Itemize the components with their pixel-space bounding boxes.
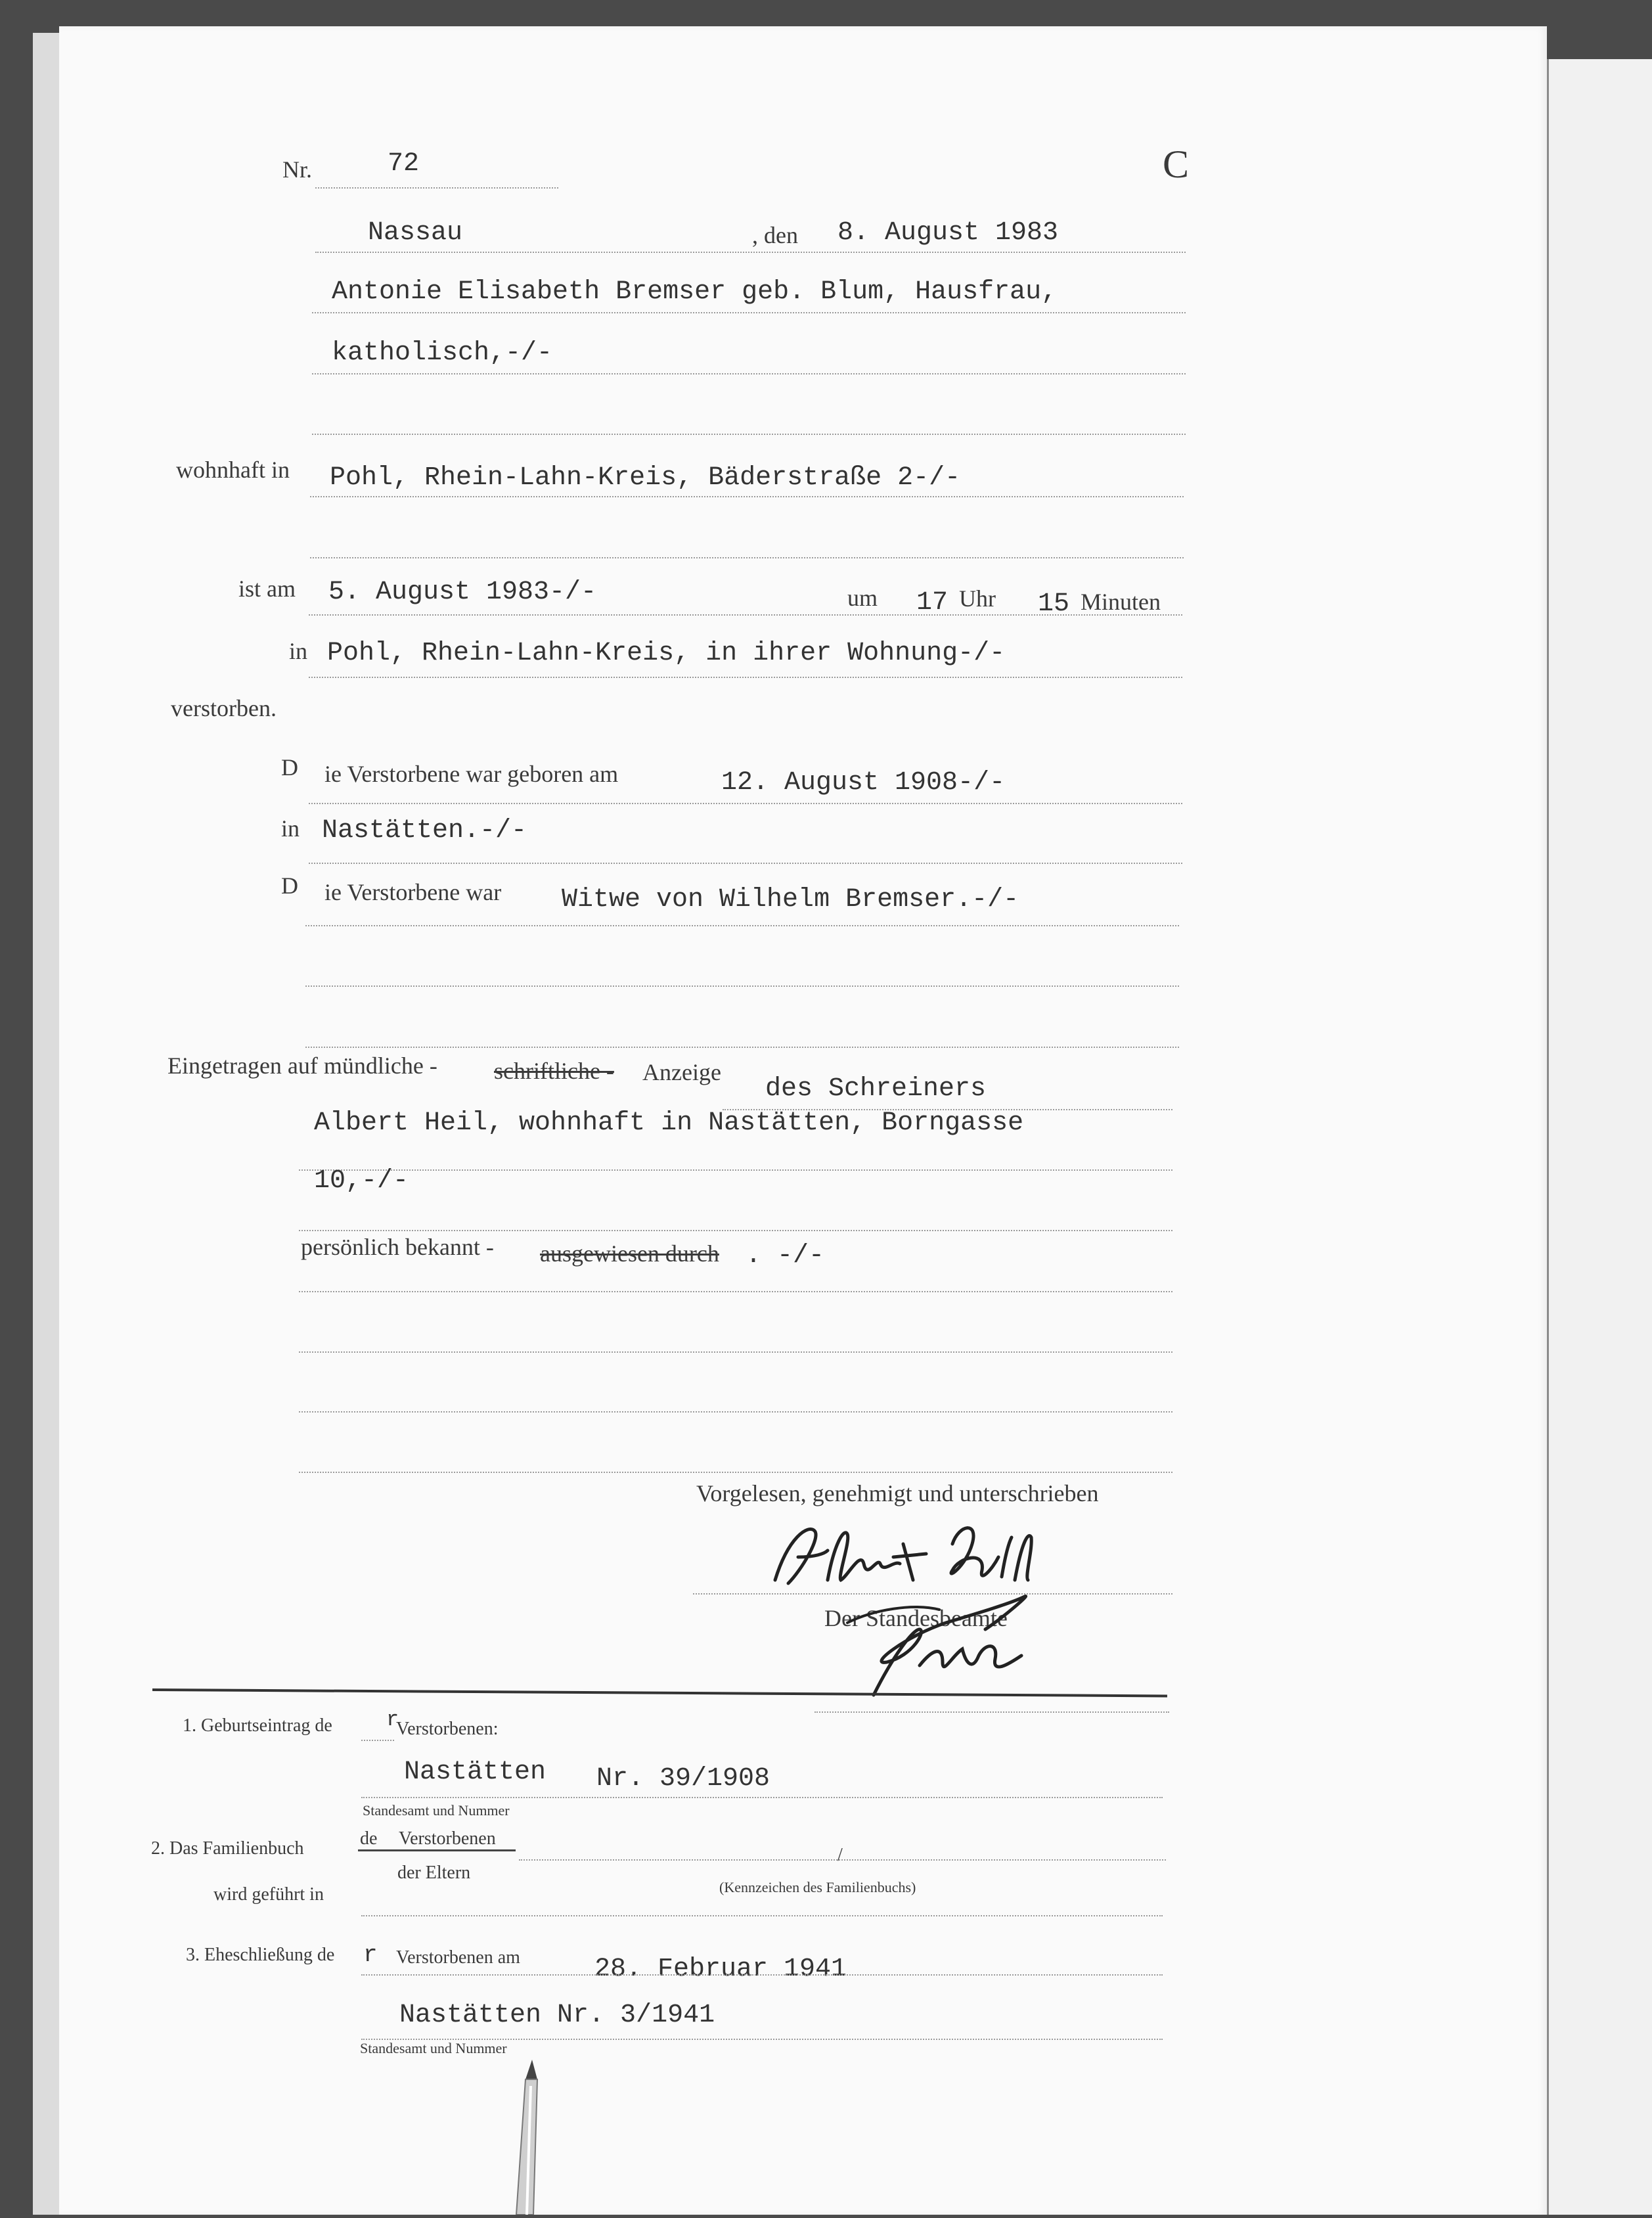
item2-slash: / xyxy=(837,1845,843,1865)
item1-caption: Standesamt und Nummer xyxy=(363,1802,510,1819)
reporter-line-3-rule xyxy=(299,1230,1172,1231)
born-prefix: D xyxy=(281,754,298,781)
item1-suffix: r xyxy=(386,1708,399,1732)
item2-rule-b xyxy=(361,1915,1163,1916)
status-rule xyxy=(305,925,1179,926)
minute-label: Minuten xyxy=(1081,589,1161,615)
known-label-struck: ausgewiesen durch xyxy=(540,1240,719,1267)
blank-rule-2 xyxy=(310,557,1184,558)
time-um-label: um xyxy=(847,585,878,611)
item2-option-deceased: Verstorbenen xyxy=(399,1828,496,1849)
death-place-value: Pohl, Rhein-Lahn-Kreis, in ihrer Wohnung-/- xyxy=(327,639,1006,668)
death-date-value: 5. August 1983-/- xyxy=(328,577,597,607)
report-label-a: Eingetragen auf mündliche - xyxy=(167,1052,437,1079)
report-label-struck: schriftliche - xyxy=(494,1058,614,1084)
item1-nr: Nr. 39/1908 xyxy=(596,1764,770,1794)
death-date-rule xyxy=(309,614,1182,616)
nr-line xyxy=(315,187,558,189)
hour-label: Uhr xyxy=(959,585,996,612)
item2-de: de xyxy=(360,1828,378,1849)
pen-pointer-drawing xyxy=(506,2060,552,2215)
item1-suffix-rule xyxy=(361,1740,394,1741)
signature-registrar-drawing xyxy=(834,1583,1051,1708)
nr-label: Nr. xyxy=(282,156,312,183)
blank-rule-4 xyxy=(305,1047,1179,1048)
reporter-line-3: 10,-/- xyxy=(314,1166,409,1196)
status-label: ie Verstorbene war xyxy=(324,879,502,905)
death-place-label: in xyxy=(289,638,308,664)
item1-rule xyxy=(361,1797,1163,1798)
item2-rule-a xyxy=(519,1859,1166,1861)
item3-date: 28. Februar 1941 xyxy=(594,1955,847,1984)
report-label-b: Anzeige xyxy=(642,1059,721,1085)
item2-label-b: wird geführt in xyxy=(213,1884,324,1905)
died-label: verstorben. xyxy=(171,695,277,721)
birth-date-value: 12. August 1908-/- xyxy=(721,768,1006,798)
registrar-signature-rule xyxy=(815,1711,1169,1713)
nr-value: 72 xyxy=(388,149,420,179)
item3-label: 3. Eheschließung de xyxy=(186,1945,335,1965)
status-prefix: D xyxy=(281,872,298,899)
blank-rule-5 xyxy=(299,1351,1172,1353)
birth-place-rule xyxy=(309,863,1182,864)
register-letter: C xyxy=(1163,143,1190,186)
item2-label: 2. Das Familienbuch xyxy=(151,1838,304,1859)
known-label: persönlich bekannt - xyxy=(301,1234,494,1260)
item2-option-rule xyxy=(358,1849,516,1851)
residence-rule xyxy=(310,496,1184,497)
reporter-line-1: des Schreiners xyxy=(765,1074,987,1104)
name-line-1-rule xyxy=(312,312,1186,313)
born-label: ie Verstorbene war geboren am xyxy=(324,761,619,787)
reporter-line-2-rule xyxy=(299,1169,1172,1171)
item1-label: 1. Geburtseintrag de xyxy=(183,1715,332,1736)
pen-pointer xyxy=(506,2060,552,2215)
date-value: 8. August 1983 xyxy=(837,218,1059,248)
item3-caption: Standesamt und Nummer xyxy=(360,2040,507,2056)
birth-place-value: Nastätten.-/- xyxy=(322,816,527,846)
item2-option-parents: der Eltern xyxy=(397,1863,471,1883)
residence-value: Pohl, Rhein-Lahn-Kreis, Bäderstraße 2-/- xyxy=(330,463,961,493)
known-rule xyxy=(299,1291,1172,1292)
date-label: , den xyxy=(752,222,798,248)
name-line-2-rule xyxy=(312,373,1186,374)
signature-registrar xyxy=(834,1583,1051,1708)
read-approved-label: Vorgelesen, genehmigt und unterschrieben xyxy=(696,1480,1099,1506)
blank-rule-3 xyxy=(305,985,1179,987)
registrar-label: Der Standesbeamte xyxy=(824,1605,1008,1631)
minute-value: 15 xyxy=(1038,589,1070,619)
hour-value: 17 xyxy=(916,588,949,618)
item2-caption: (Kennzeichen des Familienbuchs) xyxy=(719,1879,916,1895)
residence-label: wohnhaft in xyxy=(176,457,290,483)
item3-value: Nastätten Nr. 3/1941 xyxy=(399,2001,715,2030)
death-date-label: ist am xyxy=(238,576,296,602)
blank-rule-6 xyxy=(299,1411,1172,1413)
blank-rule-1 xyxy=(312,434,1186,435)
place-value: Nassau xyxy=(368,218,463,248)
item1-label-b: Verstorbenen: xyxy=(396,1719,499,1739)
item1-value: Nastätten xyxy=(404,1757,547,1787)
item3-suffix: r xyxy=(363,1941,378,1968)
reporter-line-2: Albert Heil, wohnhaft in Nastätten, Borngasse xyxy=(314,1108,1024,1138)
name-line-1: Antonie Elisabeth Bremser geb. Blum, Hausfrau, xyxy=(332,277,1058,307)
place-date-line xyxy=(315,252,1186,253)
birth-date-rule xyxy=(309,803,1182,804)
page-stack-edge xyxy=(33,33,59,2215)
death-place-rule xyxy=(309,677,1182,678)
facing-page-edge xyxy=(1547,59,1652,2215)
birth-place-label: in xyxy=(281,815,300,842)
item3-rule-a xyxy=(361,1974,1163,1976)
item3-label-b: Verstorbenen am xyxy=(396,1947,520,1968)
status-value: Witwe von Wilhelm Bremser.-/- xyxy=(562,885,1019,915)
name-line-2: katholisch,-/- xyxy=(332,338,553,368)
known-value: . -/- xyxy=(746,1241,825,1271)
blank-rule-7 xyxy=(299,1472,1172,1473)
